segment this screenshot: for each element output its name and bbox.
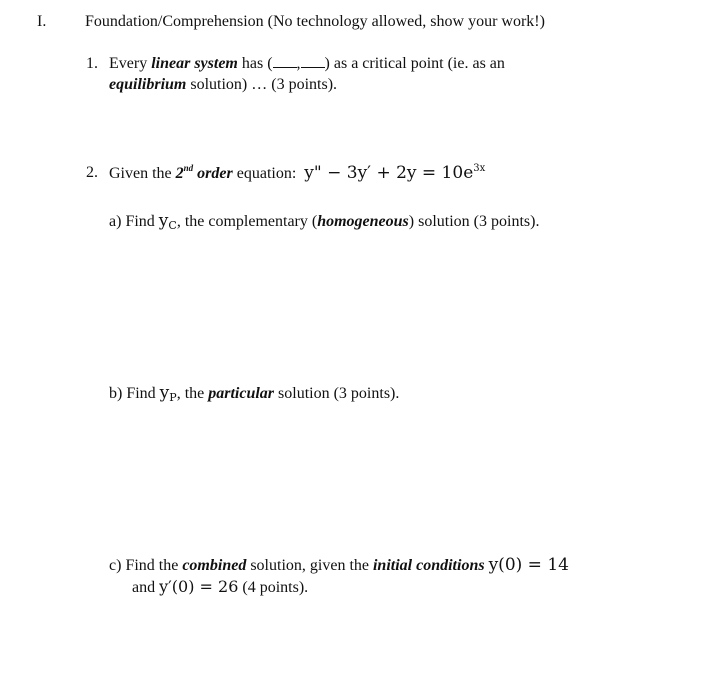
q2b-var <box>160 383 177 403</box>
q2a-var <box>159 211 177 231</box>
q2c-label: c) <box>109 557 122 574</box>
q1-equilibrium: equilibrium <box>109 76 187 93</box>
q2-ord-num: 2 <box>175 165 184 182</box>
q1-blank-1 <box>273 54 297 68</box>
q2c-ic1: y(0) = 14 <box>488 555 569 575</box>
q1-text-d: solution) … (3 points). <box>190 76 338 93</box>
q1-text-b: has ( <box>241 55 273 72</box>
q2-number <box>86 163 98 183</box>
q1-number-text: 1. <box>86 55 98 72</box>
q2c-text-d: (4 points). <box>242 579 309 596</box>
q2-text-b: equation: <box>236 165 297 182</box>
q2-ord-sup: nd <box>183 163 194 173</box>
q2b-text-b: , the <box>176 385 205 402</box>
q2-number-text: 2. <box>86 164 98 181</box>
q1-linear-system: linear system <box>151 55 238 72</box>
q2c-initial-conditions: initial conditions <box>372 557 485 574</box>
section-title <box>85 12 545 32</box>
q2c-text-a: Find the <box>125 557 179 574</box>
q1-line1 <box>109 54 505 74</box>
q1-text-a: Every <box>109 55 148 72</box>
q2-equation-exp: 3x <box>473 163 486 174</box>
q2b-line <box>109 383 399 404</box>
q2-line <box>109 163 485 184</box>
q1-text-c: ) as a critical point (ie. as an <box>324 55 505 72</box>
q2a-line <box>109 211 539 232</box>
q2a-homogeneous: homogeneous <box>317 213 409 230</box>
section-title-text: Foundation/Comprehension (No technology allowed, show your work!) <box>85 13 545 30</box>
q2c-line2 <box>132 577 308 598</box>
q1-line2 <box>109 75 337 95</box>
section-numeral <box>37 12 46 32</box>
section-numeral-text: I. <box>37 13 47 30</box>
q2b-var-y: y <box>159 383 170 403</box>
q2b-text-a: Find <box>126 385 156 402</box>
q1-number <box>86 54 98 74</box>
q2c-combined: combined <box>182 557 247 574</box>
q2-text-a: Given the <box>109 165 172 182</box>
q2c-line1 <box>109 555 569 576</box>
q1-comma: , <box>296 55 301 72</box>
q2b-particular: particular <box>208 385 275 402</box>
q2b-label: b) <box>109 385 123 402</box>
q2b-text-c: solution (3 points). <box>278 385 400 402</box>
q2b-var-sub: P <box>169 391 177 404</box>
q2a-var-sub: C <box>168 219 177 232</box>
q2a-text-a: Find <box>125 213 155 230</box>
q2a-label: a) <box>109 213 122 230</box>
q2a-text-b: , the complementary ( <box>176 213 318 230</box>
q2-equation <box>304 163 485 183</box>
q2a-text-c: ) solution (3 points). <box>408 213 540 230</box>
q1-blank-2 <box>301 54 325 68</box>
q2-equation-lhs: y" − 3y′ + 2y = 10e <box>304 163 474 183</box>
q2c-text-c: and <box>132 579 156 596</box>
q2-ord-word: order <box>197 165 233 182</box>
q2c-ic2: y′(0) = 26 <box>159 577 239 596</box>
q2c-text-b: solution, given the <box>250 557 369 574</box>
q2a-var-y: y <box>158 211 169 231</box>
